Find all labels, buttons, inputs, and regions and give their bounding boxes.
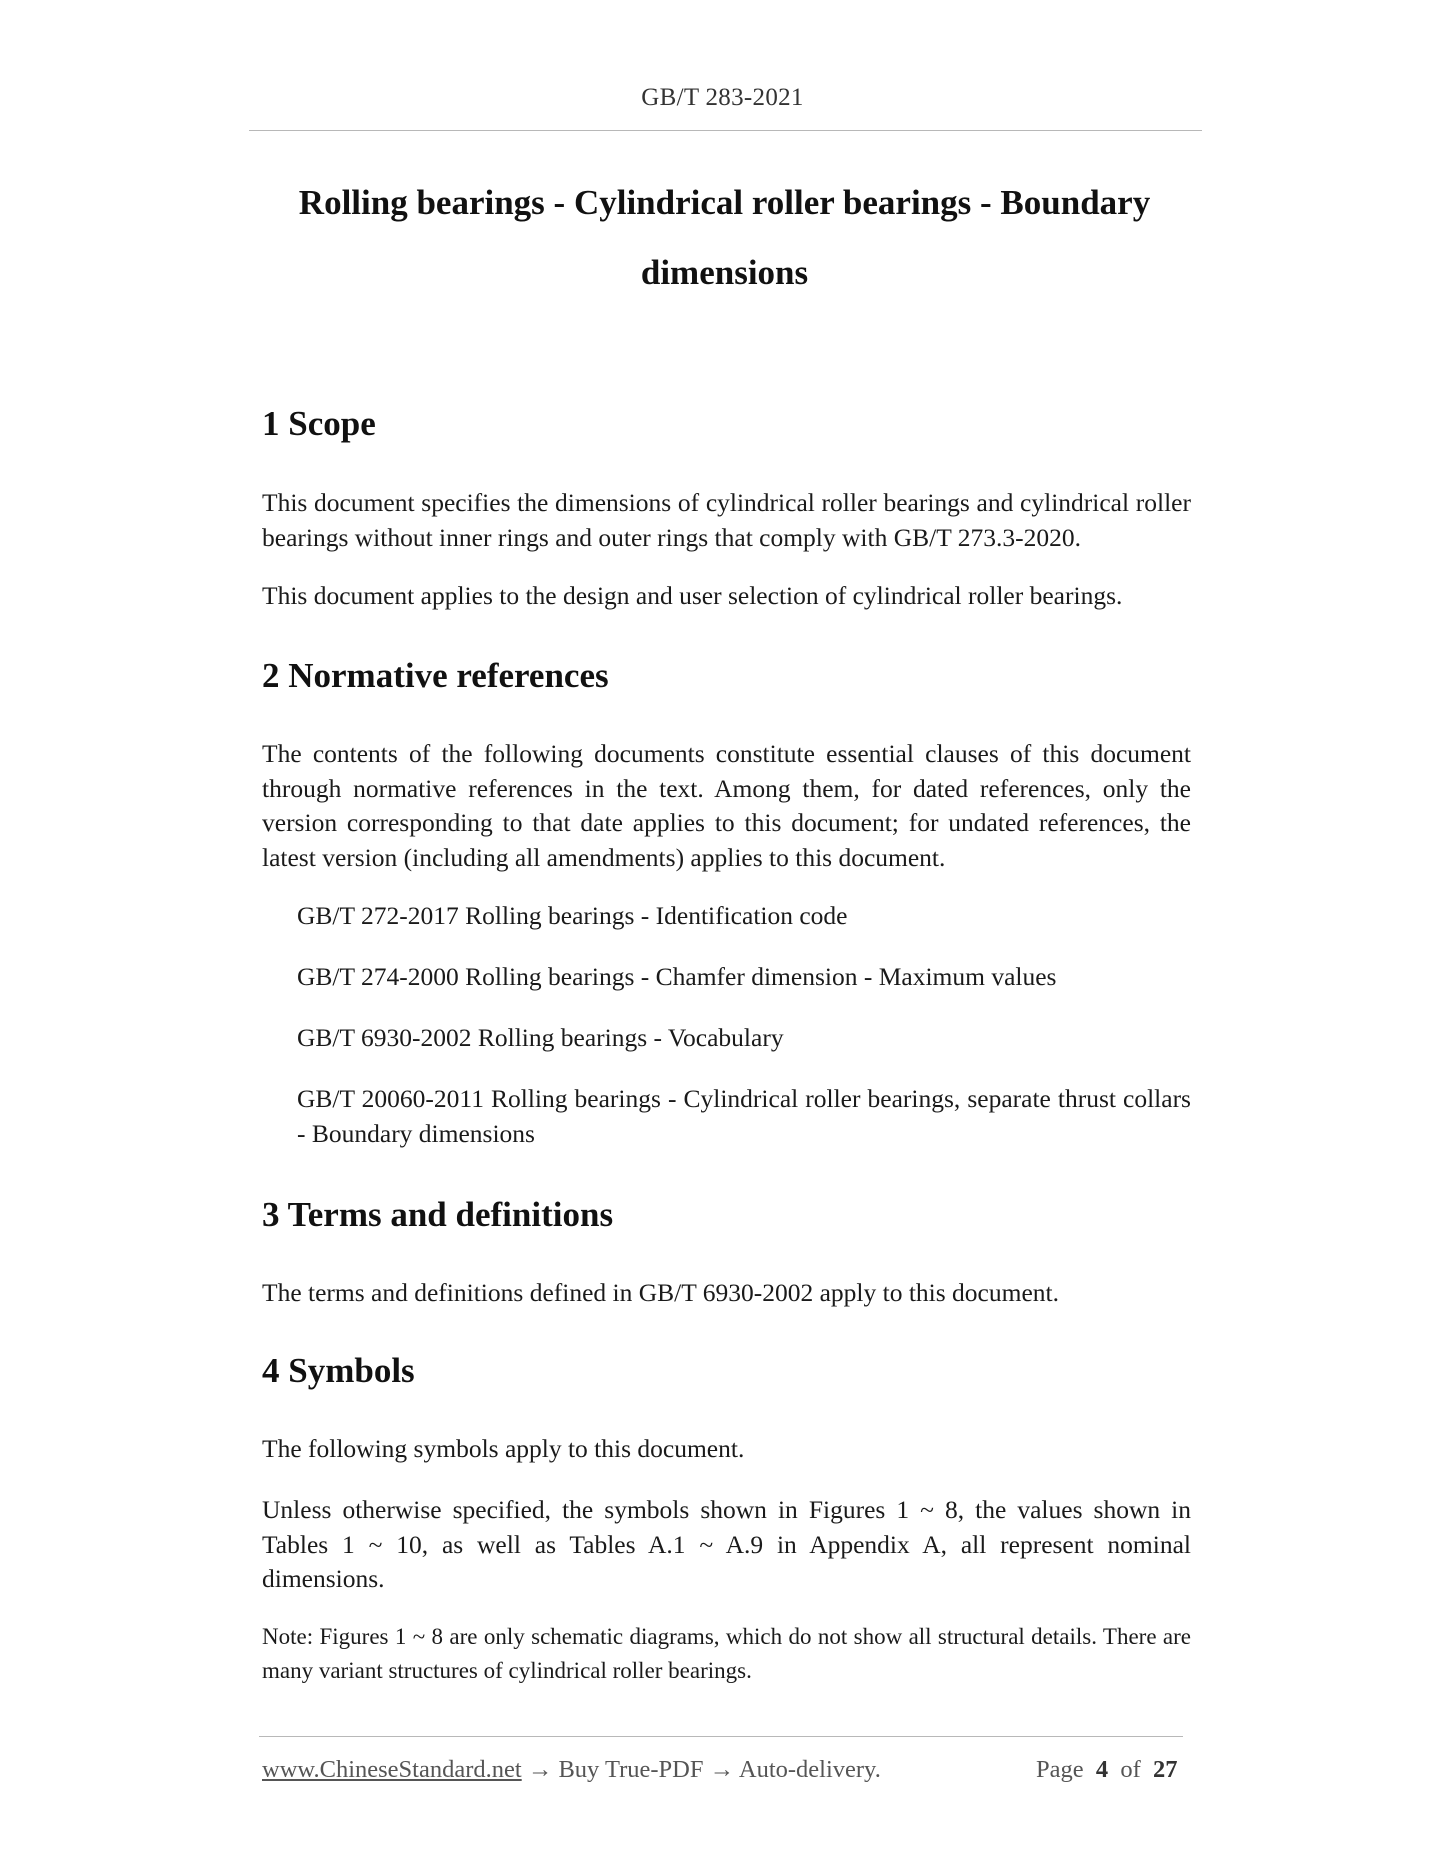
- reference-item: GB/T 6930-2002 Rolling bearings - Vocabulary: [297, 1023, 784, 1052]
- scope-paragraph-1: This document specifies the dimensions of cylindrical roller bearings and cylindrical roller bearings without inner rings and outer rings that comply with GB/T 273.3-2020.: [262, 488, 1191, 552]
- arrow-right-icon: →: [527, 1756, 553, 1783]
- of-label: of: [1120, 1756, 1141, 1783]
- section-heading-scope: 1 Scope: [262, 404, 376, 443]
- page-number: 4: [1095, 1756, 1109, 1783]
- reference-item: GB/T 272-2017 Rolling bearings - Identification code: [297, 901, 848, 930]
- arrow-right-icon: →: [709, 1756, 735, 1783]
- running-header: GB/T 283-2021: [641, 84, 804, 111]
- footer-step-delivery: Auto-delivery.: [738, 1756, 881, 1783]
- section-heading-symbols: 4 Symbols: [262, 1351, 415, 1390]
- scope-paragraph-2: This document applies to the design and user selection of cylindrical roller bearings.: [262, 581, 1123, 610]
- reference-item: GB/T 20060-2011 Rolling bearings - Cylindrical roller bearings, separate thrust collars - Boundary dimensions: [297, 1084, 1191, 1148]
- reference-item: GB/T 274-2000 Rolling bearings - Chamfer dimension - Maximum values: [297, 962, 1057, 991]
- page-total: 27: [1153, 1756, 1178, 1783]
- footer-divider: [259, 1736, 1183, 1737]
- footer-promo: [262, 1756, 881, 1784]
- page-label: Page: [1036, 1756, 1084, 1783]
- page-indicator: [1036, 1756, 1178, 1784]
- header-divider: [249, 130, 1202, 131]
- symbols-paragraph-1: The following symbols apply to this document.: [262, 1434, 745, 1463]
- symbols-paragraph-2: Unless otherwise specified, the symbols shown in Figures 1 ~ 8, the values shown in Tables 1 ~ 10, as well as Tables A.1 ~ A.9 in Appendix A, all represent nominal dimensions.: [262, 1495, 1191, 1593]
- footer-step-buy: Buy True-PDF: [558, 1756, 704, 1783]
- section-heading-normative-references: 2 Normative references: [262, 656, 609, 695]
- terms-paragraph: The terms and definitions defined in GB/T 6930-2002 apply to this document.: [262, 1278, 1059, 1307]
- website-link[interactable]: www.ChineseStandard.net: [262, 1756, 522, 1783]
- document-title: Rolling bearings - Cylindrical roller bearings - Boundary dimensions: [298, 183, 1151, 292]
- symbols-note: Note: Figures 1 ~ 8 are only schematic diagrams, which do not show all structural details. There are many variant structures of cylindrical roller bearings.: [262, 1624, 1191, 1683]
- normative-intro-paragraph: The contents of the following documents constitute essential clauses of this document through normative references in the text. Among them, for dated references, only the version corresponding to that date applies to this document; for undated references, the latest version (including all amendments) applies to this document.: [262, 739, 1191, 872]
- section-heading-terms: 3 Terms and definitions: [262, 1195, 614, 1234]
